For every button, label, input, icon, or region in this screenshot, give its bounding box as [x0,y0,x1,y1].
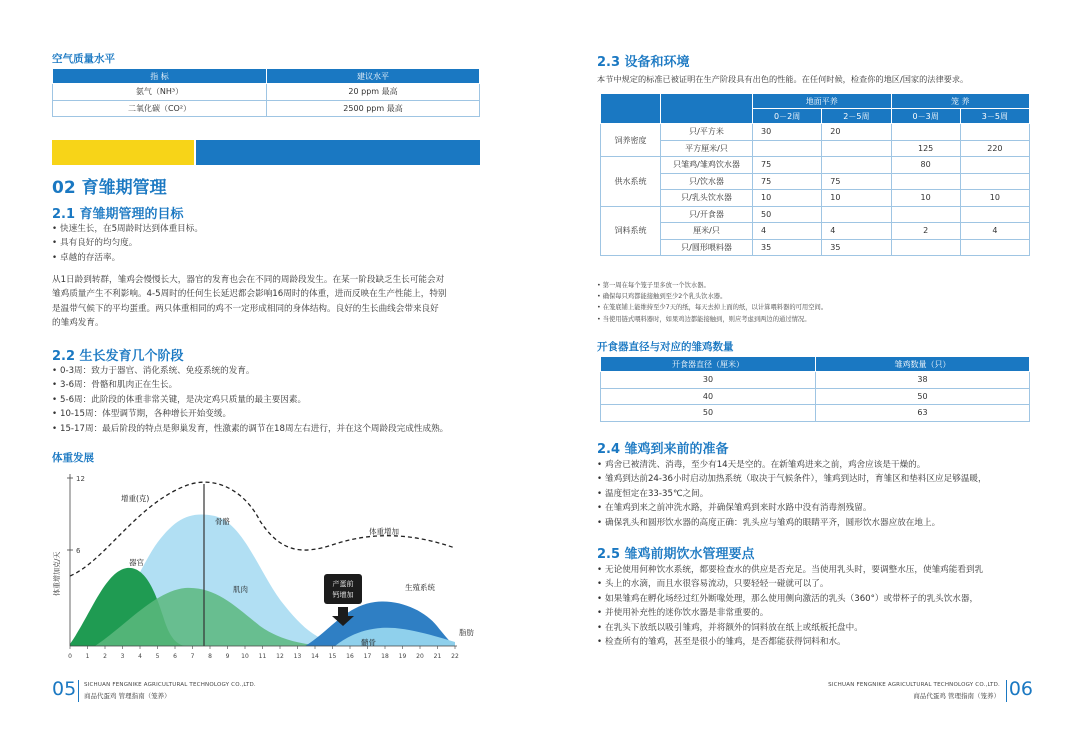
section-2-3-title: 2.3 设备和环境 [597,55,690,70]
table-cell: 50 [753,206,822,223]
table-row [601,405,1030,422]
list-item: • 在乳头下放纸以吸引雏鸡，并将额外的饲料放在纸上或纸板托盘中。 [597,621,1047,635]
x-tick-label: 19 [398,653,407,660]
x-tick-label: 15 [328,653,337,660]
paragraph-line: 的雏鸡发育。 [52,318,104,329]
table-cell: 40 [601,388,816,405]
table-cell [891,173,960,190]
list-item: • 确保乳头和圆形饮水器的高度正确：乳头应与雏鸡的眼睛平齐，圆形饮水器应放在地上。 [597,516,1047,530]
table-cell: 220 [960,140,1029,157]
label-bone: 骨骼 [215,517,230,526]
table-cell [960,124,1029,141]
chapter-title: 02 育雏期管理 [52,178,167,198]
label-weight-increase: 体重增加 [369,527,399,536]
row-unit: 厘米/只 [661,223,753,240]
x-tick-label: 13 [293,653,302,660]
table-row [53,84,480,101]
list-item: • 雏鸡到达前24-36小时启动加热系统（取决于气候条件），雏鸡到达时，育雏区和垫料区应足够温暖， [597,472,1047,486]
list-item: • 3-6周：骨骼和肌肉正在生长。 [52,378,492,392]
callout-line-2: 钙增加 [332,591,354,599]
list-item: • 在雏鸡到来之前冲洗水路，并确保雏鸡到来时水路中没有消毒剂残留。 [597,501,1047,515]
paragraph-line: 雏鸡质量产生不利影响。4-5周时的任何生长延迟都会影响16周时的体重，进而反映在生产性能上，特别 [52,289,447,300]
table-cell: 氨气（NH³） [53,84,267,101]
footer-company-left: SICHUAN FENGNIKE AGRICULTURAL TECHNOLOGY CO.,LTD. [84,682,256,688]
table-row [601,157,1030,174]
x-tick-label: 2 [103,653,107,660]
equipment-header-blank [601,94,661,124]
page-number-left: 05 [52,678,77,700]
x-tick-label: 17 [363,653,372,660]
table-cell: 4 [753,223,822,240]
table-cell: 35 [753,239,822,256]
x-tick-label: 3 [120,653,125,660]
table-cell: 20 ppm 最高 [267,84,480,101]
banner-blue-block [196,140,480,165]
table-cell: 2 [891,223,960,240]
air-quality-header-indicator: 指 标 [53,69,267,84]
list-item: • 快速生长，在5周龄时达到体重目标。 [52,222,482,236]
x-tick-label: 21 [433,653,442,660]
feeder-header-chicks: 雏鸡数量（只） [816,357,1030,372]
footer-divider-right [1006,680,1007,702]
label-fat: 脂肪 [459,628,474,637]
equipment-header-cage: 笼 养 [891,94,1030,109]
table-cell [960,173,1029,190]
x-tick-label: 1 [85,653,90,660]
equipment-header-unit-blank [661,94,753,124]
x-tick-label: 14 [311,653,319,660]
banner-yellow-block [52,140,194,165]
feeder-table-title: 开食器直径与对应的雏鸡数量 [597,341,734,353]
label-marrow: 髓骨 [361,638,376,647]
callout-line-1: 产蛋前 [332,580,354,588]
equipment-notes [597,280,1037,325]
row-unit: 只/开食器 [661,206,753,223]
x-tick-label: 9 [225,653,230,660]
row-unit: 只/饮水器 [661,173,753,190]
equipment-subheader: 2－5周 [822,109,891,124]
row-unit: 只雏鸡/雏鸡饮水器 [661,157,753,174]
section-2-4-bullets [597,458,1047,530]
equipment-header-floor: 地面平养 [753,94,892,109]
table-cell [891,239,960,256]
table-row [601,190,1030,207]
list-item: • 无论使用何种饮水系统，都要检查水的供应是否充足。当使用乳头时，要调整水压，使雏鸡能看到乳 [597,563,1047,577]
footer-subtitle-right: 商品代蛋鸡 管理指南（笼养） [913,692,1000,700]
equipment-subheader: 0－2周 [753,109,822,124]
table-row [601,372,1030,389]
x-tick-label: 22 [451,653,459,660]
table-cell [960,206,1029,223]
table-cell: 75 [753,173,822,190]
table-cell: 125 [891,140,960,157]
table-cell [891,206,960,223]
label-organs: 器官 [129,558,144,567]
table-cell: 50 [601,405,816,422]
table-cell: 10 [891,190,960,207]
row-unit: 只/乳头饮水器 [661,190,753,207]
table-cell [891,124,960,141]
row-unit: 只/平方米 [661,124,753,141]
table-cell [960,157,1029,174]
weight-development-chart [45,466,485,666]
note-line: • 第一周在每个笼子里多放一个饮水器。 [597,282,710,289]
section-2-1-bullets [52,222,482,265]
x-tick-label: 18 [381,653,389,660]
chart-y-label: 体重增加克/天 [53,551,61,596]
note-line: • 确保每只鸡都能接触到至少2个乳头饮水器。 [597,293,727,301]
equipment-subheader: 3－5周 [960,109,1029,124]
table-cell: 35 [822,239,891,256]
list-item: • 卓越的存活率。 [52,251,482,265]
equipment-table [600,93,1030,256]
air-quality-header-level: 建议水平 [267,69,480,84]
x-tick-label: 16 [346,653,354,660]
air-quality-table [52,68,480,117]
note-line: • 当使用链式喂料器时，如果鸡边都能接触到，则应考虑到两边的通过情况。 [597,315,811,323]
table-row [601,173,1030,190]
table-cell: 75 [822,173,891,190]
list-item: • 5-6周：此阶段的体重非常关键，是决定鸡只质量的最主要因素。 [52,393,492,407]
x-tick-label: 5 [155,653,160,660]
table-cell: 10 [753,190,822,207]
footer-subtitle-left: 商品代蛋鸡 管理指南（笼养） [84,692,171,700]
x-tick-label: 7 [190,653,195,660]
list-item: • 10-15周：体型调节期，各种增长开始变缓。 [52,407,492,421]
footer-company-right: SICHUAN FENGNIKE AGRICULTURAL TECHNOLOGY CO.,LTD. [828,682,1000,688]
section-2-5-bullets [597,563,1047,649]
table-row [601,388,1030,405]
table-cell: 2500 ppm 最高 [267,100,480,117]
paragraph-line: 从1日龄到转群，雏鸡会慢慢长大，器官的发育也会在不同的周龄段发生。在某一阶段缺乏生长可能会对 [52,275,445,285]
feeder-header-diameter: 开食器直径（厘米） [601,357,816,372]
note-line: • 在笼底铺上能维持至少7天的纸，每天去掉上面的纸，以计算喂料器的可用空间。 [597,304,828,312]
row-group-density: 饲养密度 [601,124,661,157]
label-weight-gain: 增重(克) [121,494,150,503]
callout-box [324,574,362,604]
table-cell: 二氧化碳（CO²） [53,100,267,117]
table-row [601,140,1030,157]
list-item: • 15-17周：最后阶段的特点是卵巢发育，性激素的调节在18周左右进行，并在这个周龄段完成性成熟。 [52,422,492,436]
table-cell [753,140,822,157]
section-2-2-bullets [52,364,492,436]
table-cell: 50 [816,388,1030,405]
x-tick-label: 11 [258,653,267,660]
list-item: • 具有良好的均匀度。 [52,236,482,250]
list-item: • 并使用补充性的迷你饮水器是非常重要的。 [597,606,1047,620]
list-item: • 如果雏鸡在孵化场经过红外断喙处理，那么使用侧向激活的乳头（360°）或带杯子的乳头饮水器， [597,592,1047,606]
row-unit: 只/圆形喂料器 [661,239,753,256]
section-2-4-title: 2.4 雏鸡到来前的准备 [597,442,729,457]
table-row [601,223,1030,240]
table-cell: 20 [822,124,891,141]
row-group-feed: 饲料系统 [601,206,661,256]
footer-divider-left [78,680,79,702]
section-2-1-title: 2.1 育雏期管理的目标 [52,207,184,222]
paragraph-line: 是温带气候下的平均蛋重。两只体重相同的鸡不一定形成相同的身体结构。良好的生长曲线会带来良好 [52,303,439,314]
table-row [601,206,1030,223]
x-tick-label: 6 [173,653,177,660]
section-2-1-paragraph [52,273,492,331]
table-cell: 10 [960,190,1029,207]
y-tick-6: 6 [76,547,81,555]
list-item: • 0-3周：致力于器官、消化系统、免疫系统的发育。 [52,364,492,378]
y-tick-12: 12 [76,475,85,483]
table-cell: 63 [816,405,1030,422]
x-tick-label: 4 [138,653,142,660]
table-cell: 30 [601,372,816,389]
table-cell: 30 [753,124,822,141]
table-cell: 80 [891,157,960,174]
table-cell: 38 [816,372,1030,389]
table-cell [822,157,891,174]
table-cell: 10 [822,190,891,207]
air-quality-title: 空气质量水平 [52,53,115,65]
list-item: • 温度恒定在33-35℃之间。 [597,487,1047,501]
row-unit: 平方厘米/只 [661,140,753,157]
table-cell [960,239,1029,256]
table-cell [822,140,891,157]
right-page [540,0,1080,732]
feeder-table [600,356,1030,422]
x-tick-label: 8 [208,653,212,660]
x-tick-label: 10 [241,653,249,660]
table-row [601,239,1030,256]
x-tick-label: 20 [416,653,424,660]
list-item: • 检查所有的雏鸡，甚至是很小的雏鸡，是否都能获得饲料和水。 [597,635,1047,649]
table-row [53,100,480,117]
label-reproductive: 生殖系统 [405,583,435,592]
row-group-water: 供水系统 [601,157,661,207]
list-item: • 鸡舍已被清洗、消毒，至少有14天是空的。在新雏鸡进来之前，鸡舍应该是干燥的。 [597,458,1047,472]
table-cell: 75 [753,157,822,174]
label-muscle: 肌肉 [233,585,248,594]
page-number-right: 06 [1008,678,1033,700]
table-cell: 4 [822,223,891,240]
section-2-3-intro: 本节中规定的标准已被证明在生产阶段具有出色的性能。在任何时候，检查你的地区/国家的法律要求。 [597,74,969,84]
weight-chart-title: 体重发展 [52,452,94,464]
table-cell: 4 [960,223,1029,240]
table-cell [822,206,891,223]
x-tick-label: 12 [276,653,284,660]
chart-x-ticks [68,646,459,660]
table-row [601,124,1030,141]
x-tick-label: 0 [68,653,72,660]
equipment-subheader: 0－3周 [891,109,960,124]
section-2-2-title: 2.2 生长发育几个阶段 [52,349,184,364]
section-2-5-title: 2.5 雏鸡前期饮水管理要点 [597,547,755,562]
list-item: • 头上的水滴，而且水很容易流动，只要轻轻一碰就可以了。 [597,577,1047,591]
chapter-banner [52,140,480,165]
